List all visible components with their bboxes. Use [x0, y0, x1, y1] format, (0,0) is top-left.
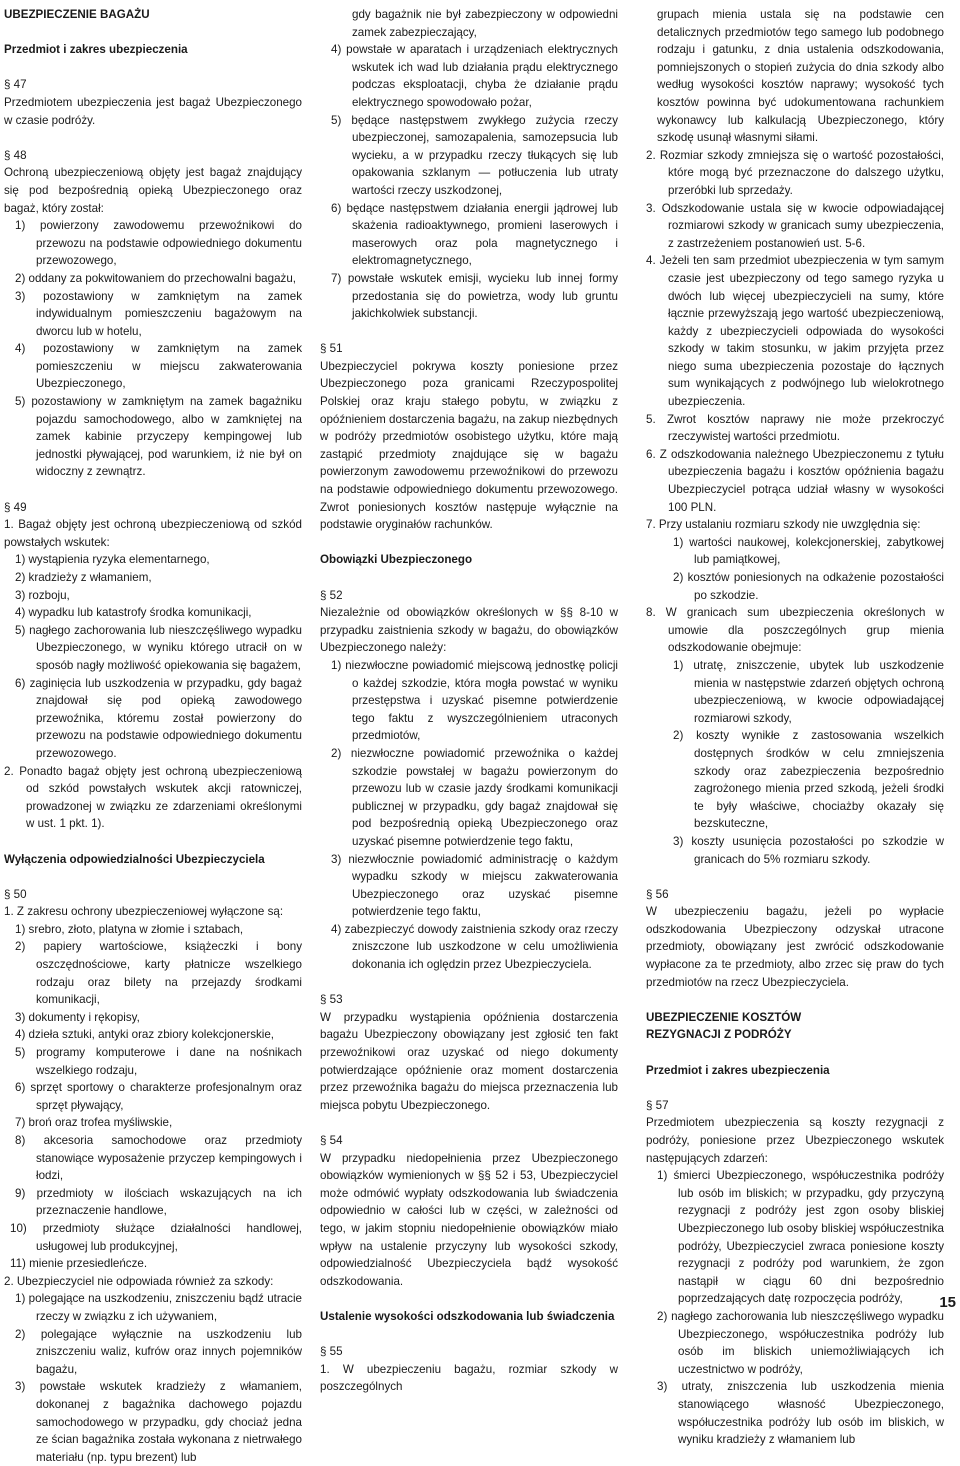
paragraph-50-point-1: 1. Z zakresu ochrony ubezpieczeniowej wyłączone są: [4, 905, 284, 919]
list-item: 1) śmierci Ubezpieczonego, współuczestnika podróży lub osób im bliskich; w przypadku, gdy przyczyną rezygnacji z podróży jest zgon osoby bliskiej Ubezpieczonego lub osoby bliskiej współuczestnika podróży, Ubezpieczyciel zwraca poniesione koszty rezygnacji z podróży pod warunkiem, że zgon nastąpił w ciągu 60 dni bezpośrednio poprzedzających datę rozpoczęcia podróży, [657, 1169, 944, 1306]
list-item: 1) wartości naukowej, kolekcjonerskiej, zabytkowej lub pamiątkowej, [673, 535, 944, 567]
column-right [646, 6, 944, 1449]
list-item: 4) dzieła sztuki, antyki oraz zbiory kolekcjonerskie, [15, 1028, 275, 1042]
paragraph-number-52: § 52 [320, 588, 343, 602]
paragraph-48-text: Ochroną ubezpieczeniową objęty jest bagaż znajdujący się pod bezpośrednią opieką Ubezpieczonego oraz bagaż, który został: [4, 166, 302, 215]
list-item: 3) niezwłocznie powiadomić administrację o każdym wypadku szkody w miejscu zakwaterowania Ubezpieczonego oraz uzyskać pisemne potwierdzenie tego faktu, [331, 852, 618, 919]
list-item: 2) kradzieży z włamaniem, [15, 571, 152, 584]
paragraph-49-point-1: 1. Bagaż objęty jest ochroną ubezpieczeniową od szkód powstałych wskutek: [4, 518, 302, 549]
list-item: 5) nagłego zachorowania lub nieszczęśliwego wypadku Ubezpieczonego, w wyniku którego utracił on w sposób nagły możliwość opiekowania się bagażem, [15, 623, 302, 672]
page-number: 15 [939, 1294, 956, 1311]
list-item: 1) polegające na uszkodzeniu, zniszczeniu bądź utracie rzeczy w związku z ich używaniem, [15, 1292, 302, 1323]
list-item: 3) utraty, zniszczenia lub uszkodzenia mienia stanowiącego własność Ubezpieczonego, współuczestnika podróży lub osób im bliskich, w wyniku kradzieży z włamaniem lub [657, 1380, 944, 1447]
list-item-continuation: gdy bagażnik nie był zabezpieczony w odpowiedni zamek zabezpieczający, [352, 8, 618, 39]
amount-heading: Ustalenie wysokości odszkodowania lub świadczenia [320, 1309, 615, 1323]
list-item: 3) dokumenty i rękopisy, [15, 1010, 140, 1024]
list-item: 2) papiery wartościowe, książeczki i bony oszczędnościowe, karty płatnicze wszelkiego rodzaju oraz bilety na przejazdy środkami komunikacji, [15, 940, 302, 1007]
list-item: 5. Zwrot kosztów naprawy nie może przekroczyć rzeczywistej wartości przedmiotu. [646, 412, 944, 444]
list-item: 3. Odszkodowanie ustala się w kwocie odpowiadającej rozmiarowi szkody w granicach sumy ubezpieczenia, z zastrzeżeniem postanowień ust. 5-6. [646, 201, 944, 250]
paragraph-47-text: Przedmiotem ubezpieczenia jest bagaż Ubezpieczonego w czasie podróży. [4, 95, 302, 127]
paragraph-number-53: § 53 [320, 993, 343, 1007]
list-item: 5) będące następstwem zwykłego zużycia rzeczy ubezpieczonej, samozapalenia, samozepsucia lub wycieku, a w przypadku rzeczy tłukących się lub opakowania szklanym — potłuczenia lub utraty wartości rzeczy uszkodzonej, [331, 113, 618, 197]
list-item: 7. Przy ustalaniu rozmiaru szkody nie uwzględnia się: [646, 518, 921, 532]
list-item: 9) przedmioty w ilościach wskazujących na ich przeznaczenie handlowe, [15, 1186, 302, 1218]
paragraph-55-point-8: 8. W granicach sum ubezpieczenia określonych w umowie dla poszczególnych grup mienia odszkodowanie obejmuje: [646, 606, 944, 655]
paragraph-number-50: § 50 [4, 887, 27, 901]
column-middle [320, 6, 618, 1396]
column-left [4, 6, 302, 1466]
section-title-2: UBEZPIECZENIE KOSZTÓW REZYGNACJI Z PODRÓŻY [646, 1010, 802, 1042]
list-item: 4) zabezpieczyć dowody zaistnienia szkody oraz rzeczy zniszczone lub uszkodzone w celu umożliwienia dokonania ich oględzin przez Ubezpieczyciela. [331, 922, 618, 972]
exclusions-heading: Wyłączenia odpowiedzialności Ubezpieczyciela [4, 852, 265, 866]
paragraph-49-point-2: 2. Ponadto bagaż objęty jest ochroną ubezpieczeniową od szkód powstałych wskutek akcji ratowniczej, prowadzonej w związku ze zdarzeniami określonymi w ust. 1 pkt. 1). [4, 764, 302, 831]
list-item: 4. Jeżeli ten sam przedmiot ubezpieczenia w tym samym czasie jest ubezpieczony od tego samego ryzyka u dwóch lub więcej ubezpieczycieli na sumy, które łącznie przewyższają jego wartość ubezpieczeniową, każdy z ubezpieczycieli odpowiada do wysokości szkody w takim stosunku, w jakim przyjęta przez niego suma ubezpieczenia pozostaje do łącznych sum wynikających z podwójnego lub wielokrotnego ubezpieczenia. [646, 254, 944, 409]
list-item: 5) programy komputerowe i dane na nośnikach wszelkiego rodzaju, [15, 1046, 302, 1077]
paragraph-56-text: W ubezpieczeniu bagażu, jeżeli po wypłacie odszkodowania Ubezpieczony odzyskał utracone przedmioty, obowiązany jest zwrócić odszkodowanie wypłacone za te przedmioty, albo zrzec się praw do tych przedmiotów na rzecz Ubezpieczyciela. [646, 905, 944, 989]
list-item: 1) powierzony zawodowemu przewoźnikowi do przewozu na podstawie odpowiedniego dokumentu przewozowego, [15, 219, 302, 268]
paragraph-number-56: § 56 [646, 887, 669, 901]
paragraph-55-continuation: grupach mienia ustala się na podstawie cen detalicznych przedmiotów tego samego lub podobnego rodzaju i gatunku, z dnia ustalenia odszkodowania, pomniejszonych o stopień zużycia do dnia szkody albo według wysokości kosztów naprawy; wysokość tych kosztów powinna być udokumentowana rachunkiem wykonawcy lub kalkulacją Ubezpieczonego, który szkodę usunął własnymi siłami. [657, 8, 944, 145]
section-subtitle: Przedmiot i zakres ubezpieczenia [4, 43, 188, 57]
list-item: 3) pozostawiony w zamkniętym na zamek indywidualnym pomieszczeniu bagażowym na dworcu lub w hotelu, [15, 289, 302, 338]
paragraph-54-text: W przypadku niedopełnienia przez Ubezpieczonego obowiązków wymienionych w §§ 52 i 53, Ubezpieczyciel może odmówić wypłaty odszkodowania lub świadczenia odpowiednio w całości lub w części, w zależności od tego, w jakim stopniu niedopełnienie obowiązków miało wpływ na ustalenie przyczyny lub wysokości szkody, odpowiedzialność Ubezpieczyciela bądź wysokość odszkodowania. [320, 1151, 618, 1288]
list-item: 3) powstałe wskutek kradzieży z włamaniem, dokonanej z bagażnika dachowego pojazdu samochodowego w przypadku, gdy chociaż jedna ze ścian bagażnika została wykonana z nietrwałego materiału (np. typu brezent) lub [15, 1380, 302, 1464]
list-item: 1) niezwłoczne powiadomić miejscową jednostkę policji o każdej szkodzie, która mogła powstać w wyniku przestępstwa i uzyskać pisemne potwierdzenie tego faktu z wyszczególnieniem utraconych przedmiotów, [331, 658, 618, 743]
list-item: 2) polegające wyłącznie na uszkodzeniu lub zniszczeniu waliz, kufrów oraz innych pojemników bagażu, [15, 1327, 302, 1376]
paragraph-52-text: Niezależnie od obowiązków określonych w §§ 8-10 w przypadku zaistnienia szkody w bagażu, do obowiązków Ubezpieczonego należy: [320, 606, 618, 655]
list-item: 7) broń oraz trofea myśliwskie, [15, 1116, 173, 1130]
list-item: 1) utratę, zniszczenie, ubytek lub uszkodzenie mienia w następstwie zdarzeń objętych ochroną ubezpieczeniową, w kwocie odpowiadającej rozmiarowi szkody, [673, 658, 944, 725]
list-item: 5) pozostawiony w zamkniętym na zamek bagażniku pojazdu samochodowego, albo w zamkniętej na zamek kabinie przyczepy kempingowej lub jednostki pływającej, pod warunkiem, iż nie był on widoczny z zewnątrz. [15, 395, 302, 479]
paragraph-number-57: § 57 [646, 1098, 669, 1112]
list-item: 3) rozboju, [15, 588, 70, 602]
paragraph-50-point-2: 2. Ubezpieczyciel nie odpowiada również za szkody: [4, 1274, 274, 1288]
list-item: 2) nagłego zachorowania lub nieszczęśliwego wypadku Ubezpieczonego, współuczestnika podróży lub osób im bliskich uniemożliwiających ich uczestnictwo w podróży, [657, 1309, 944, 1376]
paragraph-number-48: § 48 [4, 148, 27, 162]
section-subtitle-2: Przedmiot i zakres ubezpieczenia [646, 1063, 830, 1077]
paragraph-number-55: § 55 [320, 1345, 343, 1359]
list-item: 2) koszty wynikłe z zastosowania wszelkich dostępnych środków w celu zmniejszenia szkody oraz zabezpieczenia bezpośrednio zagrożonego mienia przed szkodą, jeżeli środki te były właściwe, chociażby okazały się bezskuteczne, [673, 729, 944, 831]
paragraph-51-text: Ubezpieczyciel pokrywa koszty poniesione przez Ubezpieczonego poza granicami Rzeczypospolitej Polskiej oraz kraju stałego pobytu, w związku z opóźnieniem dostarczenia bagażu, na zakup niezbędnych w podróży przedmiotów osobistego użytku, które mają zastąpić przedmioty znajdujące się w bagażu powierzonym zawodowemu przewoźnikowi do przewozu na podstawie odpowiedniego dokumentu przewozowego. Zwrot poniesionych kosztów następuje wyłącznie na podstawie oryginałów rachunków. [320, 359, 618, 532]
paragraph-number-54: § 54 [320, 1134, 343, 1147]
list-item: 8) akcesoria samochodowe oraz przedmioty stanowiące wyposażenie przyczep kempingowych i łodzi, [15, 1134, 302, 1183]
section-title: UBEZPIECZENIE BAGAŻU [4, 8, 150, 21]
paragraph-number-47: § 47 [4, 78, 27, 92]
list-item: 2) niezwłoczne powiadomić przewoźnika o każdej szkodzie powstałej w bagażu powierzonym do przewozu lub w czasie jazdy środkami komunikacji publicznej w przypadku, gdy bagaż znajdował się pod bezpośrednią opieką Ubezpieczonego oraz uzyskać pisemne potwierdzenie tego faktu, [331, 746, 618, 848]
list-item: 6) sprzęt sportowy o charakterze profesjonalnym oraz sprzęt pływający, [15, 1081, 302, 1112]
duties-heading: Obowiązki Ubezpieczonego [320, 553, 473, 567]
paragraph-55-point-1: 1. W ubezpieczeniu bagażu, rozmiar szkody w poszczególnych [320, 1362, 618, 1394]
list-item: 11) mienie przesiedleńcze. [10, 1257, 148, 1271]
list-item: 3) koszty usunięcia pozostałości po szkodzie w granicach do 5% rozmiaru szkody. [673, 834, 944, 866]
paragraph-number-49: § 49 [4, 500, 27, 514]
list-item: 2) oddany za pokwitowaniem do przechowalni bagażu, [15, 271, 296, 285]
paragraph-57-text: Przedmiotem ubezpieczenia są koszty rezygnacji z podróży, poniesione przez Ubezpieczonego wskutek następujących zdarzeń: [646, 1116, 944, 1165]
list-item: 10) przedmioty służące działalności handlowej, usługowej lub produkcyjnej, [10, 1221, 302, 1253]
list-item: 2. Rozmiar szkody zmniejsza się o wartość pozostałości, które mogą być przeznaczone do dalszego użytku, przeróbki lub sprzedaży. [646, 148, 944, 197]
list-item: 1) srebro, złoto, platyna w złomie i sztabach, [15, 922, 244, 936]
list-item: 6) zaginięcia lub uszkodzenia w przypadku, gdy bagaż znajdował się pod opieką zawodowego przewoźnika, któremu został powierzony do przewozu na podstawie odpowiedniego dokumentu przewozowego. [15, 676, 302, 760]
paragraph-53-text: W przypadku wystąpienia opóźnienia dostarczenia bagażu Ubezpieczony obowiązany jest zgłosić ten fakt przewoźnikowi oraz uzyskać od niego dokumenty potwierdzające opóźnienie oraz moment dostarczenia przez przewoźnika bagażu do miejsca przeznaczenia lub miejsca pobytu Ubezpieczonego. [320, 1010, 618, 1112]
list-item: 7) powstałe wskutek emisji, wycieku lub innej formy przedostania się do powietrza, wody lub gruntu jakichkolwiek substancji. [331, 271, 618, 321]
paragraph-number-51: § 51 [320, 342, 343, 356]
list-item: 6) będące następstwem działania energii jądrowej lub skażenia radioaktywnego, promieni laserowych i maserowych oraz pola magnetycznego i elektromagnetycznego, [331, 201, 618, 268]
list-item: 4) pozostawiony w zamkniętym na zamek pomieszczeniu w miejscu zakwaterowania Ubezpieczonego, [15, 342, 302, 391]
list-item: 4) wypadku lub katastrofy środka komunikacji, [15, 606, 252, 620]
list-item: 2) kosztów poniesionych na odkażenie pozostałości po szkodzie. [673, 571, 944, 602]
list-item: 4) powstałe w aparatach i urządzeniach elektrycznych wskutek ich wad lub działania prądu elektrycznego podczas eksploatacji, chyba że działanie prądu elektrycznego spowodowało pożar, [331, 43, 618, 109]
list-item: 6. Z odszkodowania należnego Ubezpieczonemu z tytułu ubezpieczenia bagażu i kosztów opóźnienia bagażu Ubezpieczyciel potrąca udział własny w wysokości 100 PLN. [646, 447, 944, 514]
list-item: 1) wystąpienia ryzyka elementarnego, [15, 553, 210, 567]
